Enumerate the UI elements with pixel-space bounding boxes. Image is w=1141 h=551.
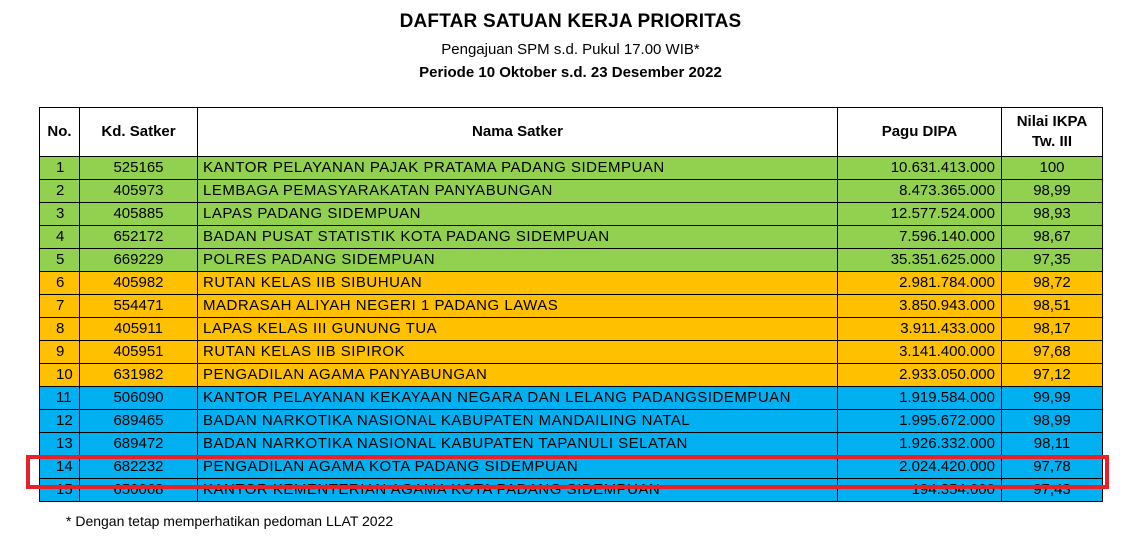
cell-kd-satker: 405982 [80,272,198,295]
cell-nilai-ikpa: 97,35 [1002,249,1103,272]
cell-nilai-ikpa: 97,43 [1002,479,1103,502]
table-header-row [40,108,1103,157]
cell-kd-satker: 631982 [80,364,198,387]
cell-kd-satker: 669229 [80,249,198,272]
cell-nilai-ikpa: 98,99 [1002,180,1103,203]
table-row [40,479,1103,502]
header-kd-satker: Kd. Satker [80,108,198,157]
cell-no: 5 [40,249,80,272]
cell-no: 13 [40,433,80,456]
page-title: DAFTAR SATUAN KERJA PRIORITAS [399,11,742,32]
cell-kd-satker: 525165 [80,157,198,180]
page-subtitle: Pengajuan SPM s.d. Pukul 17.00 WIB* [441,41,700,58]
cell-nama-satker: LAPAS PADANG SIDEMPUAN [198,203,838,226]
cell-nama-satker: PENGADILAN AGAMA KOTA PADANG SIDEMPUAN [198,456,838,479]
cell-nilai-ikpa: 98,99 [1002,410,1103,433]
cell-nilai-ikpa: 99,99 [1002,387,1103,410]
cell-no: 4 [40,226,80,249]
cell-kd-satker: 689465 [80,410,198,433]
cell-nilai-ikpa: 98,67 [1002,226,1103,249]
cell-kd-satker: 554471 [80,295,198,318]
cell-no: 15 [40,479,80,502]
cell-pagu-dipa: 1.995.672.000 [838,410,1002,433]
header-nilai-ikpa-line2: Tw. III [1032,133,1072,150]
table-row [40,249,1103,272]
cell-pagu-dipa: 7.596.140.000 [838,226,1002,249]
cell-kd-satker: 405951 [80,341,198,364]
table-body [40,157,1103,502]
cell-nilai-ikpa: 98,93 [1002,203,1103,226]
cell-kd-satker: 682232 [80,456,198,479]
cell-nilai-ikpa: 98,72 [1002,272,1103,295]
cell-nama-satker: RUTAN KELAS IIB SIBUHUAN [198,272,838,295]
cell-nama-satker: PENGADILAN AGAMA PANYABUNGAN [198,364,838,387]
table-row [40,433,1103,456]
cell-kd-satker: 405911 [80,318,198,341]
cell-pagu-dipa: 1.919.584.000 [838,387,1002,410]
cell-nilai-ikpa: 98,51 [1002,295,1103,318]
table-row [40,295,1103,318]
cell-nama-satker: LEMBAGA PEMASYARAKATAN PANYABUNGAN [198,180,838,203]
cell-no: 11 [40,387,80,410]
cell-nilai-ikpa: 97,78 [1002,456,1103,479]
cell-pagu-dipa: 2.024.420.000 [838,456,1002,479]
cell-nilai-ikpa: 97,68 [1002,341,1103,364]
cell-nama-satker: LAPAS KELAS III GUNUNG TUA [198,318,838,341]
cell-pagu-dipa: 35.351.625.000 [838,249,1002,272]
cell-nama-satker: BADAN NARKOTIKA NASIONAL KABUPATEN MANDAILING NATAL [198,410,838,433]
table-row [40,364,1103,387]
cell-kd-satker: 506090 [80,387,198,410]
cell-pagu-dipa: 10.631.413.000 [838,157,1002,180]
cell-no: 7 [40,295,80,318]
cell-no: 8 [40,318,80,341]
table-row [40,180,1103,203]
cell-pagu-dipa: 194.354.000 [838,479,1002,502]
cell-nilai-ikpa: 97,12 [1002,364,1103,387]
table-row [40,341,1103,364]
cell-nama-satker: POLRES PADANG SIDEMPUAN [198,249,838,272]
cell-no: 10 [40,364,80,387]
cell-no: 1 [40,157,80,180]
cell-no: 9 [40,341,80,364]
cell-nama-satker: BADAN PUSAT STATISTIK KOTA PADANG SIDEMPUAN [198,226,838,249]
header-nama-satker: Nama Satker [198,108,838,157]
cell-no: 2 [40,180,80,203]
cell-nama-satker: KANTOR KEMENTERIAN AGAMA KOTA PADANG SIDEMPUAN [198,479,838,502]
cell-nama-satker: BADAN NARKOTIKA NASIONAL KABUPATEN TAPANULI SELATAN [198,433,838,456]
satker-table [39,107,1103,502]
header-nilai-ikpa [1002,108,1103,157]
cell-nilai-ikpa: 100 [1002,157,1103,180]
cell-nama-satker: MADRASAH ALIYAH NEGERI 1 PADANG LAWAS [198,295,838,318]
cell-no: 6 [40,272,80,295]
table-row [40,410,1103,433]
table-row [40,203,1103,226]
cell-pagu-dipa: 1.926.332.000 [838,433,1002,456]
period-label: Periode 10 Oktober s.d. 23 Desember 2022 [419,64,722,81]
table-row [40,318,1103,341]
cell-no: 14 [40,456,80,479]
cell-pagu-dipa: 2.933.050.000 [838,364,1002,387]
cell-nama-satker: RUTAN KELAS IIB SIPIROK [198,341,838,364]
cell-nilai-ikpa: 98,17 [1002,318,1103,341]
cell-kd-satker: 652172 [80,226,198,249]
table-row [40,387,1103,410]
cell-pagu-dipa: 8.473.365.000 [838,180,1002,203]
cell-nama-satker: KANTOR PELAYANAN PAJAK PRATAMA PADANG SIDEMPUAN [198,157,838,180]
table-row [40,272,1103,295]
table-row [40,157,1103,180]
header-pagu-dipa: Pagu DIPA [838,108,1002,157]
cell-pagu-dipa: 3.911.433.000 [838,318,1002,341]
cell-pagu-dipa: 2.981.784.000 [838,272,1002,295]
cell-pagu-dipa: 3.850.943.000 [838,295,1002,318]
cell-pagu-dipa: 3.141.400.000 [838,341,1002,364]
cell-nilai-ikpa: 98,11 [1002,433,1103,456]
cell-kd-satker: 405973 [80,180,198,203]
cell-kd-satker: 650068 [80,479,198,502]
table-row [40,226,1103,249]
table-row [40,456,1103,479]
cell-kd-satker: 689472 [80,433,198,456]
header-nilai-ikpa-line1: Nilai IKPA [1016,113,1088,130]
footnote: * Dengan tetap memperhatikan pedoman LLAT 2022 [66,513,394,529]
cell-no: 3 [40,203,80,226]
header-no: No. [40,108,80,157]
cell-pagu-dipa: 12.577.524.000 [838,203,1002,226]
cell-nama-satker: KANTOR PELAYANAN KEKAYAAN NEGARA DAN LELANG PADANGSIDEMPUAN [198,387,838,410]
cell-no: 12 [40,410,80,433]
cell-kd-satker: 405885 [80,203,198,226]
